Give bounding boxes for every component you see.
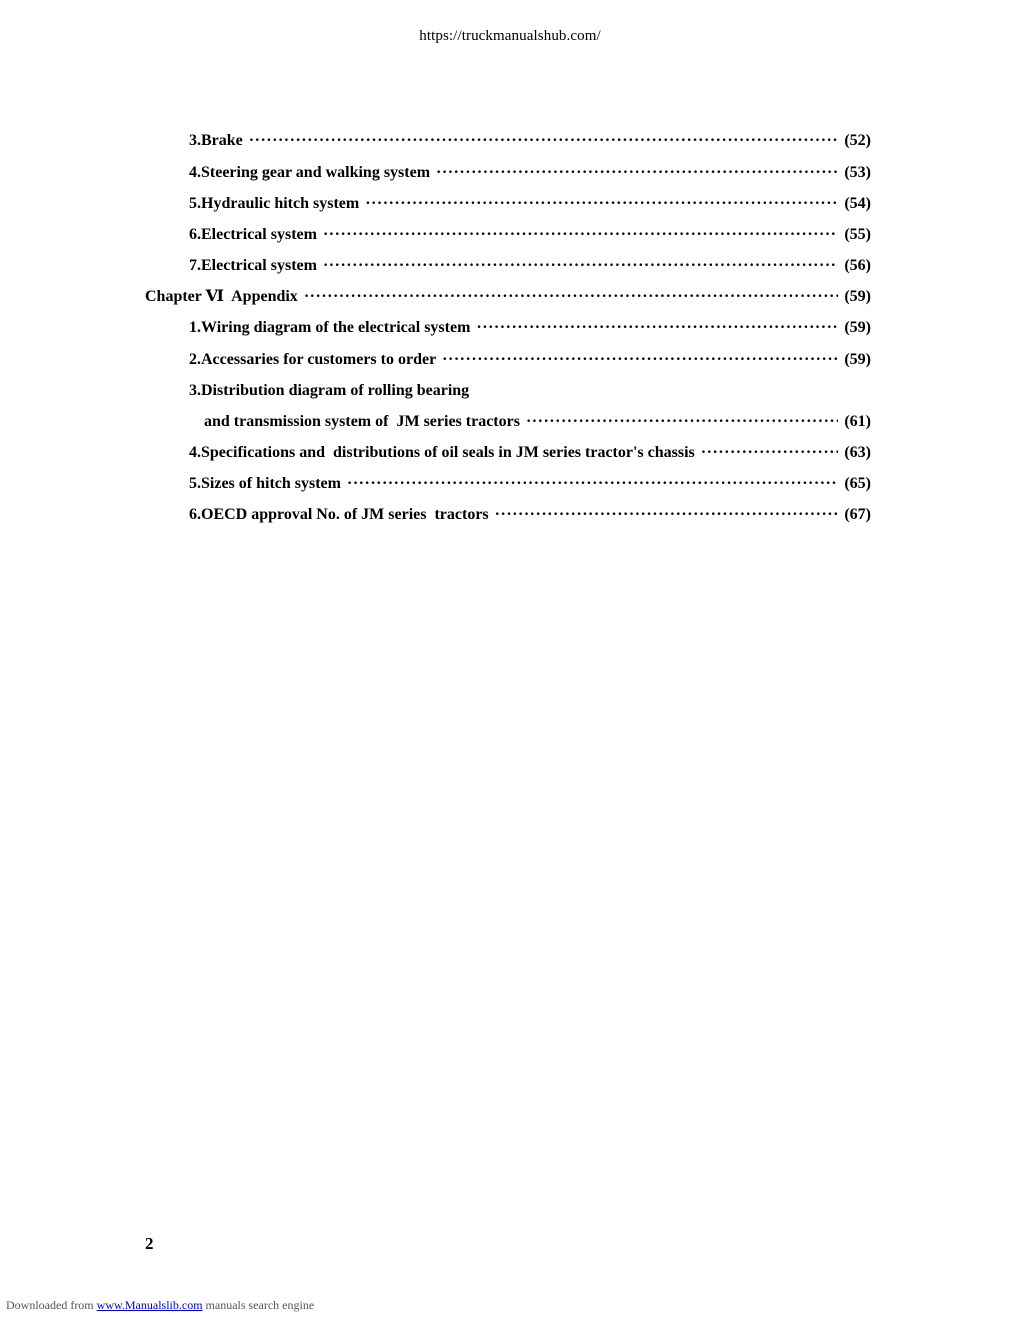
toc-item-page: (56) (844, 257, 871, 274)
toc-item[interactable] (189, 162, 871, 184)
toc-item-title: 3.Distribution diagram of rolling bearing (189, 382, 470, 399)
toc-item-title: 3.Brake (189, 132, 243, 149)
toc-item-continuation[interactable] (204, 411, 871, 433)
dot-leader (304, 286, 839, 308)
toc-item-title: 4.Steering gear and walking system (189, 164, 431, 181)
toc-item-title: 5.Sizes of hitch system (189, 475, 341, 492)
page-number: 2 (145, 1234, 154, 1253)
toc-item-page: (61) (844, 413, 871, 430)
toc-item[interactable] (189, 504, 871, 526)
toc-item-page: (67) (844, 506, 871, 523)
toc-item-title: 5.Hydraulic hitch system (189, 195, 360, 212)
dot-leader (495, 504, 839, 526)
dot-leader (701, 442, 839, 464)
dot-leader (323, 255, 838, 277)
toc-item-title: 4.Specifications and distributions of oil seals in JM series tractor's chassis (189, 444, 695, 461)
footer-prefix: Downloaded from (6, 1298, 97, 1312)
toc-item-title: 7.Electrical system (189, 257, 317, 274)
toc-item-page: (55) (844, 226, 871, 243)
toc-item-page: (59) (844, 351, 871, 368)
toc-item-title: 6.OECD approval No. of JM series tractors (189, 506, 489, 523)
toc-item[interactable] (189, 224, 871, 246)
toc-item-title: 6.Electrical system (189, 226, 317, 243)
toc-item[interactable] (189, 317, 871, 339)
toc-item[interactable] (189, 255, 871, 277)
dot-leader (436, 162, 838, 184)
toc-item-page: (59) (844, 319, 871, 336)
toc-item-page: (53) (844, 164, 871, 181)
toc-item-page: (63) (844, 444, 871, 461)
dot-leader (249, 130, 839, 152)
footer-suffix: manuals search engine (202, 1298, 315, 1312)
manualslib-link[interactable]: www.Manualslib.com (96, 1298, 203, 1312)
dot-leader (323, 224, 838, 246)
header-url: https://truckmanualshub.com/ (419, 28, 601, 44)
toc-item[interactable] (189, 193, 871, 215)
toc-item[interactable] (189, 380, 871, 402)
dot-leader (347, 473, 838, 495)
dot-leader (365, 193, 838, 215)
toc-item-page: (54) (844, 195, 871, 212)
toc-chapter-title: Chapter Ⅵ Appendix (145, 288, 298, 305)
footer (6, 1298, 314, 1313)
toc-item[interactable] (189, 442, 871, 464)
toc-item-title: 1.Wiring diagram of the electrical system (189, 319, 471, 336)
toc-item-page: (65) (844, 475, 871, 492)
toc-chapter[interactable] (145, 286, 871, 308)
dot-leader (476, 317, 838, 339)
toc-item[interactable] (189, 130, 871, 152)
dot-leader (526, 411, 838, 433)
toc-item[interactable] (189, 349, 871, 371)
toc-item-page: (59) (844, 288, 871, 305)
toc-item[interactable] (189, 473, 871, 495)
toc-item-page: (52) (844, 132, 871, 149)
toc-item-title: 2.Accessaries for customers to order (189, 351, 437, 368)
toc-item-title: and transmission system of JM series tractors (204, 413, 520, 430)
dot-leader (442, 349, 838, 371)
